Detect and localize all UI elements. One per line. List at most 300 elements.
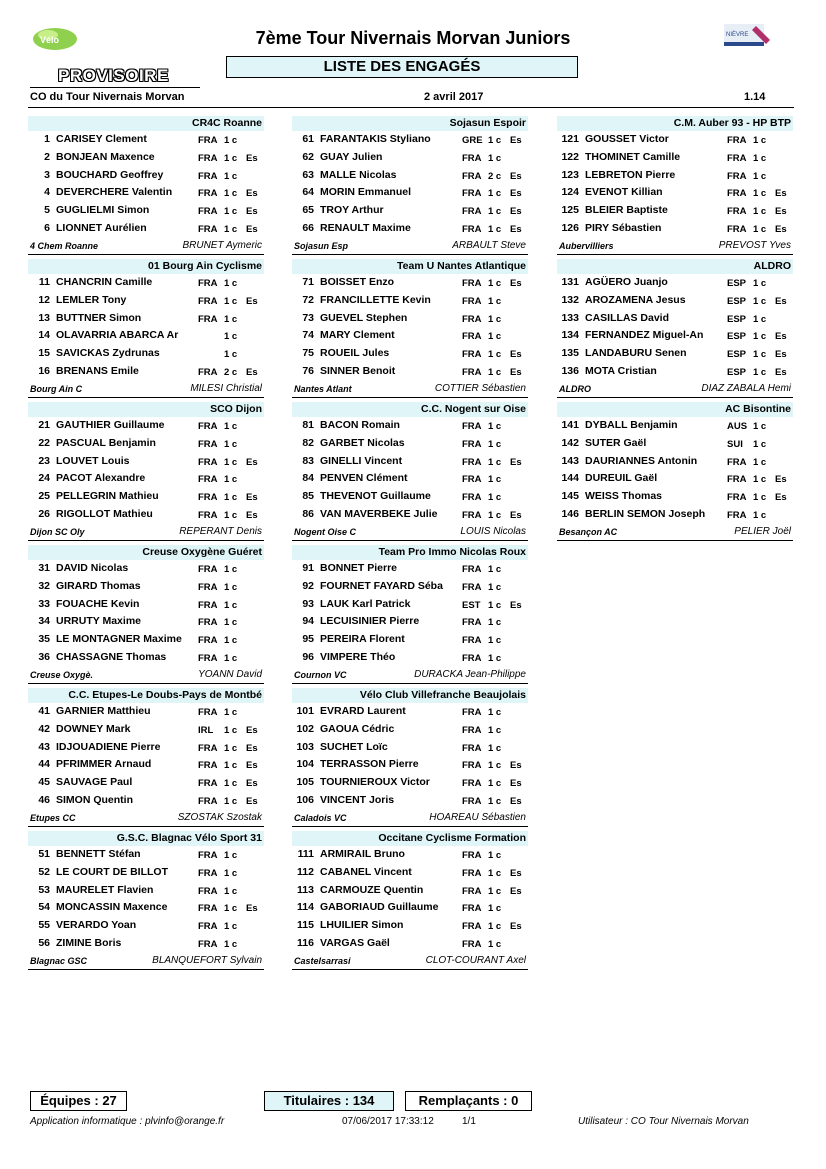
rider-cat: 1 c	[224, 635, 238, 647]
rider-nat: ESP	[727, 366, 747, 378]
rider-nat: FRA	[198, 456, 218, 468]
rider-num: 23	[38, 454, 50, 467]
rider-num: 75	[302, 347, 314, 360]
rider-name: DUREUIL Gaël	[585, 472, 658, 485]
team-name: CR4C Roanne	[28, 116, 264, 131]
rider-num: 125	[561, 204, 579, 217]
rider-es: Es	[510, 921, 522, 933]
rider-cat: 1 c	[753, 188, 767, 200]
rider-row	[292, 220, 528, 238]
rider-row	[292, 792, 528, 810]
rider-num: 115	[297, 919, 314, 932]
rider-cat: 1 c	[488, 295, 502, 307]
rider-num: 41	[38, 705, 50, 717]
team-code: Cournon VC	[294, 669, 347, 680]
team-code: Dijon SC Oly	[30, 526, 85, 537]
rider-row	[28, 703, 264, 721]
team-block	[28, 545, 264, 684]
footer-page: 1/1	[462, 1116, 476, 1127]
team-director: COTTIER Sébastien	[434, 382, 526, 394]
team-name: AC Bisontine	[557, 402, 793, 417]
rider-row	[28, 202, 264, 220]
rider-num: 34	[38, 615, 50, 628]
rider-cat: 1 c	[224, 652, 238, 664]
rider-name: CHANCRIN Camille	[56, 276, 153, 288]
rider-row	[28, 631, 264, 649]
rider-nat: FRA	[198, 850, 218, 861]
rider-cat: 1 c	[753, 474, 767, 486]
rider-name: FARANTAKIS Styliano	[320, 133, 431, 145]
rider-name: LEMLER Tony	[56, 293, 127, 306]
rider-row	[292, 917, 528, 935]
rider-name: EVENOT Killian	[585, 186, 663, 199]
rider-name: DYBALL Benjamin	[585, 419, 678, 431]
rider-nat: FRA	[198, 795, 218, 807]
rider-row	[557, 202, 793, 220]
rider-name: SAUVAGE Paul	[56, 776, 133, 789]
rider-row	[28, 596, 264, 614]
rider-num: 66	[302, 221, 314, 234]
rider-nat: FRA	[462, 850, 482, 861]
rider-name: LE MONTAGNER Maxime	[56, 633, 182, 646]
rider-num: 14	[38, 329, 50, 342]
rider-name: TROY Arthur	[320, 204, 384, 217]
page-title: 7ème Tour Nivernais Morvan Juniors	[255, 28, 571, 48]
rider-nat: FRA	[462, 509, 482, 521]
rider-name: GIRARD Thomas	[56, 579, 141, 592]
rider-cat: 1 c	[488, 152, 502, 164]
rider-name: ROUEIL Jules	[320, 347, 390, 360]
rider-row	[292, 167, 528, 185]
rider-cat: 1 c	[224, 313, 238, 325]
rider-es: Es	[775, 331, 787, 343]
rider-cat: 1 c	[488, 724, 502, 736]
team-block	[28, 831, 264, 970]
rider-num: 105	[296, 776, 314, 789]
rider-cat: 1 c	[488, 760, 502, 772]
team-block	[292, 831, 528, 970]
rider-row	[292, 578, 528, 596]
rider-name: VINCENT Joris	[320, 793, 395, 806]
rider-name: LAUK Karl Patrick	[320, 597, 411, 610]
rider-es: Es	[510, 349, 522, 361]
rider-row	[28, 274, 264, 292]
status-label: PROVISOIRE	[58, 66, 169, 85]
rider-num: 102	[296, 722, 314, 735]
team-block	[292, 116, 528, 255]
rider-cat: 1 c	[224, 295, 238, 307]
rider-cat: 1 c	[753, 366, 767, 378]
rider-nat: FRA	[198, 635, 218, 647]
team-name: SCO Dijon	[28, 402, 264, 417]
rider-cat: 1 c	[488, 135, 502, 146]
rider-num: 25	[38, 490, 50, 503]
rider-name: WEISS Thomas	[585, 490, 663, 503]
rider-name: PENVEN Clément	[320, 472, 408, 485]
team-director: PREVOST Yves	[718, 239, 791, 251]
rider-nat: FRA	[198, 421, 218, 432]
rider-cat: 1 c	[488, 492, 502, 504]
rider-num: 24	[38, 472, 50, 485]
rider-es: Es	[775, 223, 787, 235]
rider-num: 133	[561, 311, 579, 324]
header-divider	[28, 107, 794, 108]
team-footer	[292, 381, 528, 398]
rider-num: 64	[302, 186, 314, 199]
rider-name: MOTA Cristian	[585, 364, 657, 377]
rider-num: 132	[561, 293, 579, 306]
rider-num: 11	[38, 276, 50, 288]
rider-name: ARMIRAIL Bruno	[320, 848, 405, 860]
rider-name: CARMOUZE Quentin	[320, 883, 424, 896]
rider-nat: FRA	[198, 135, 218, 146]
rider-name: LANDABURU Senen	[585, 347, 687, 360]
rider-nat: FRA	[462, 206, 482, 218]
rider-cat: 1 c	[224, 581, 238, 593]
rider-num: 13	[38, 311, 50, 324]
rider-row	[292, 703, 528, 721]
rider-name: GAUTHIER Guillaume	[56, 419, 165, 431]
rider-row	[28, 613, 264, 631]
rider-num: 82	[302, 436, 314, 449]
rider-nat: FRA	[462, 921, 482, 933]
rider-cat: 1 c	[224, 795, 238, 807]
rider-nat: FRA	[727, 206, 747, 218]
rider-nat: FRA	[462, 778, 482, 790]
rider-nat: FRA	[727, 223, 747, 235]
rider-es: Es	[510, 795, 522, 807]
rider-row	[292, 327, 528, 345]
rider-cat: 1 c	[488, 223, 502, 235]
team-director: BRUNET Aymeric	[182, 239, 262, 251]
rider-row	[557, 453, 793, 471]
rider-nat: ESP	[727, 295, 747, 307]
rider-name: FOUACHE Kevin	[56, 597, 140, 610]
rider-es: Es	[246, 206, 258, 218]
rider-nat: FRA	[198, 778, 218, 790]
rider-row	[292, 899, 528, 917]
rider-nat: SUI	[727, 438, 743, 450]
rider-name: VAN MAVERBEKE Julie	[320, 507, 438, 520]
rider-nat: FRA	[198, 278, 218, 289]
rider-row	[557, 220, 793, 238]
rider-cat: 1 c	[224, 885, 238, 897]
rider-row	[292, 613, 528, 631]
rider-num: 141	[561, 419, 579, 431]
team-footer	[28, 381, 264, 398]
rider-cat: 1 c	[753, 456, 767, 468]
rider-cat: 1 c	[488, 188, 502, 200]
rider-cat: 1 c	[753, 152, 767, 164]
rider-num: 146	[561, 507, 579, 520]
rider-nat: FRA	[462, 366, 482, 378]
rider-nat: FRA	[198, 366, 218, 378]
rider-nat: ESP	[727, 313, 747, 325]
rider-cat: 1 c	[488, 742, 502, 754]
rider-cat: 1 c	[224, 206, 238, 218]
rider-cat: 1 c	[224, 223, 238, 235]
rider-nat: FRA	[198, 921, 218, 933]
rider-row	[28, 721, 264, 739]
rider-cat: 1 c	[488, 206, 502, 218]
team-code: Nantes Atlant	[294, 383, 352, 394]
rider-cat: 1 c	[488, 850, 502, 861]
rider-row	[557, 488, 793, 506]
rider-row	[292, 131, 528, 149]
rider-nat: FRA	[198, 707, 218, 718]
rider-es: Es	[246, 456, 258, 468]
rider-row	[557, 184, 793, 202]
rider-num: 42	[38, 722, 50, 735]
rider-name: RIGOLLOT Mathieu	[56, 507, 153, 520]
rider-row	[292, 417, 528, 435]
rider-name: BENNETT Stéfan	[56, 848, 141, 860]
rider-row	[28, 149, 264, 167]
rider-row	[292, 435, 528, 453]
starters-count: Titulaires : 134	[264, 1091, 394, 1111]
team-footer	[28, 238, 264, 255]
rider-num: 91	[302, 562, 314, 574]
rider-name: CHASSAGNE Thomas	[56, 650, 167, 663]
rider-cat: 1 c	[488, 885, 502, 897]
rider-nat: FRA	[727, 170, 747, 182]
rider-nat: FRA	[198, 742, 218, 754]
rider-name: VIMPERE Théo	[320, 650, 396, 663]
rider-num: 114	[297, 901, 314, 914]
rider-cat: 1 c	[224, 135, 238, 146]
team-code: ALDRO	[559, 383, 591, 394]
rider-nat: FRA	[462, 885, 482, 897]
rider-cat: 1 c	[488, 867, 502, 879]
rider-nat: FRA	[727, 456, 747, 468]
rider-es: Es	[246, 295, 258, 307]
rider-num: 136	[561, 364, 579, 377]
rider-name: GARBET Nicolas	[320, 436, 405, 449]
rider-cat: 1 c	[224, 456, 238, 468]
team-code: Besançon AC	[559, 526, 618, 537]
rider-cat: 1 c	[224, 850, 238, 861]
rider-cat: 1 c	[488, 707, 502, 718]
team-footer	[28, 667, 264, 684]
rider-cat: 1 c	[488, 313, 502, 325]
team-director: YOANN David	[198, 668, 262, 680]
rider-row	[28, 756, 264, 774]
rider-row	[292, 864, 528, 882]
rider-cat: 1 c	[224, 278, 238, 289]
team-director: SZOSTAK Szostak	[177, 811, 262, 823]
rider-nat: FRA	[462, 421, 482, 432]
rider-es: Es	[246, 492, 258, 504]
rider-num: 84	[302, 472, 314, 485]
team-block	[28, 116, 264, 255]
rider-row	[28, 167, 264, 185]
rider-num: 22	[38, 436, 50, 449]
rider-cat: 1 c	[488, 564, 502, 575]
rider-num: 52	[38, 865, 50, 878]
rider-cat: 1 c	[224, 349, 238, 361]
rider-cat: 1 c	[488, 509, 502, 521]
rider-name: GAOUA Cédric	[320, 722, 395, 735]
rider-row	[292, 935, 528, 953]
rider-num: 56	[38, 936, 50, 949]
rider-name: SIMON Quentin	[56, 793, 133, 806]
rider-row	[28, 345, 264, 363]
rider-row	[292, 470, 528, 488]
rider-num: 101	[296, 705, 314, 717]
rider-cat: 1 c	[488, 581, 502, 593]
rider-row	[28, 899, 264, 917]
rider-row	[292, 274, 528, 292]
rider-name: MORIN Emmanuel	[320, 186, 412, 199]
rider-row	[28, 453, 264, 471]
team-block	[557, 402, 793, 541]
rider-num: 122	[561, 150, 579, 163]
team-footer	[557, 524, 793, 541]
rider-cat: 1 c	[488, 438, 502, 450]
rider-num: 95	[302, 633, 314, 646]
rider-cat: 1 c	[224, 331, 238, 343]
rider-nat: FRA	[198, 438, 218, 450]
team-director: DIAZ ZABALA Hemi	[701, 382, 791, 394]
team-footer	[28, 953, 264, 970]
rider-nat: FRA	[462, 867, 482, 879]
rider-num: 16	[38, 364, 50, 377]
rider-cat: 1 c	[488, 599, 502, 611]
rider-cat: 1 c	[224, 903, 238, 915]
rider-num: 74	[302, 329, 314, 342]
rider-nat: FRA	[462, 652, 482, 664]
teams-count: Équipes : 27	[30, 1091, 127, 1111]
rider-nat: ESP	[727, 331, 747, 343]
rider-name: GARNIER Matthieu	[56, 705, 151, 717]
rider-es: Es	[510, 599, 522, 611]
rider-nat: FRA	[462, 331, 482, 343]
rider-row	[292, 649, 528, 667]
rider-nat: FRA	[198, 652, 218, 664]
team-director: REPERANT Denis	[179, 525, 262, 537]
rider-row	[28, 649, 264, 667]
rider-row	[292, 453, 528, 471]
rider-es: Es	[775, 206, 787, 218]
rider-es: Es	[246, 223, 258, 235]
rider-name: THEVENOT Guillaume	[320, 490, 431, 503]
rider-num: 94	[302, 615, 314, 628]
rider-cat: 1 c	[488, 921, 502, 933]
rider-nat: FRA	[198, 599, 218, 611]
rider-cat: 1 c	[753, 509, 767, 521]
rider-nat: FRA	[727, 474, 747, 486]
rider-name: SUTER Gaël	[585, 436, 647, 449]
rider-es: Es	[246, 903, 258, 915]
rider-nat: FRA	[462, 707, 482, 718]
rider-nat: FRA	[727, 509, 747, 521]
team-code: Creuse Oxygè.	[30, 669, 94, 680]
rider-nat: FRA	[462, 742, 482, 754]
rider-es: Es	[246, 742, 258, 754]
rider-nat: FRA	[462, 938, 482, 950]
rider-name: TOURNIEROUX Victor	[320, 776, 430, 789]
team-block	[28, 688, 264, 827]
rider-name: FOURNET FAYARD Séba	[320, 579, 443, 592]
team-footer	[292, 953, 528, 970]
rider-name: BOISSET Enzo	[320, 276, 395, 288]
rider-num: 96	[302, 650, 314, 663]
rider-cat: 1 c	[224, 938, 238, 950]
rider-row	[28, 506, 264, 524]
svg-text:Vélo: Vélo	[40, 35, 60, 45]
rider-row	[557, 292, 793, 310]
rider-num: 15	[38, 347, 50, 360]
rider-nat: FRA	[462, 456, 482, 468]
rider-nat: FRA	[198, 152, 218, 164]
team-code: Castelsarrasi	[294, 955, 351, 966]
rider-num: 106	[296, 793, 314, 806]
rider-row	[28, 792, 264, 810]
rider-num: 44	[38, 758, 50, 771]
rider-num: 45	[38, 776, 50, 789]
rider-num: 31	[38, 562, 50, 574]
rider-nat: FRA	[462, 313, 482, 325]
rider-nat: FRA	[727, 188, 747, 200]
rider-cat: 1 c	[753, 223, 767, 235]
team-block	[292, 402, 528, 541]
rider-name: THOMINET Camille	[585, 150, 681, 163]
rider-num: 86	[302, 507, 314, 520]
team-footer	[292, 524, 528, 541]
rider-name: OLAVARRIA ABARCA Ar	[56, 329, 179, 342]
team-director: PELIER Joël	[734, 525, 791, 537]
rider-name: DAURIANNES Antonin	[585, 454, 698, 467]
rider-name: PELLEGRIN Mathieu	[56, 490, 159, 503]
rider-nat: FRA	[198, 867, 218, 879]
team-block	[557, 116, 793, 255]
rider-row	[292, 506, 528, 524]
rider-row	[292, 756, 528, 774]
team-name: C.C. Etupes-Le Doubs-Pays de Montbé	[28, 688, 264, 703]
rider-row	[292, 184, 528, 202]
team-block	[28, 402, 264, 541]
team-footer	[28, 810, 264, 827]
rider-es: Es	[510, 760, 522, 772]
team-name: C.C. Nogent sur Oise	[292, 402, 528, 417]
rider-name: IDJOUADIENE Pierre	[56, 740, 161, 753]
rider-cat: 1 c	[224, 724, 238, 736]
rider-name: PEREIRA Florent	[320, 633, 405, 646]
rider-num: 4	[44, 186, 50, 199]
rider-cat: 1 c	[488, 903, 502, 915]
rider-cat: 1 c	[753, 278, 767, 289]
team-name: ALDRO	[557, 259, 793, 274]
rider-name: PASCUAL Benjamin	[56, 436, 156, 449]
rider-name: GUGLIELMI Simon	[56, 204, 150, 217]
rider-name: MAURELET Flavien	[56, 883, 154, 896]
rider-es: Es	[510, 778, 522, 790]
rider-cat: 1 c	[224, 421, 238, 432]
rider-nat: FRA	[462, 903, 482, 915]
rider-row	[557, 506, 793, 524]
rider-es: Es	[775, 295, 787, 307]
rider-cat: 1 c	[488, 778, 502, 790]
rider-cat: 1 c	[753, 206, 767, 218]
rider-cat: 1 c	[753, 170, 767, 182]
rider-num: 112	[297, 865, 314, 878]
rider-num: 62	[302, 150, 314, 163]
rider-nat: FRA	[462, 581, 482, 593]
list-title: LISTE DES ENGAGÉS	[226, 56, 578, 78]
rider-name: DOWNEY Mark	[56, 722, 131, 735]
footer-user: Utilisateur : CO Tour Nivernais Morvan	[578, 1116, 749, 1127]
rider-nat: FRA	[462, 474, 482, 486]
